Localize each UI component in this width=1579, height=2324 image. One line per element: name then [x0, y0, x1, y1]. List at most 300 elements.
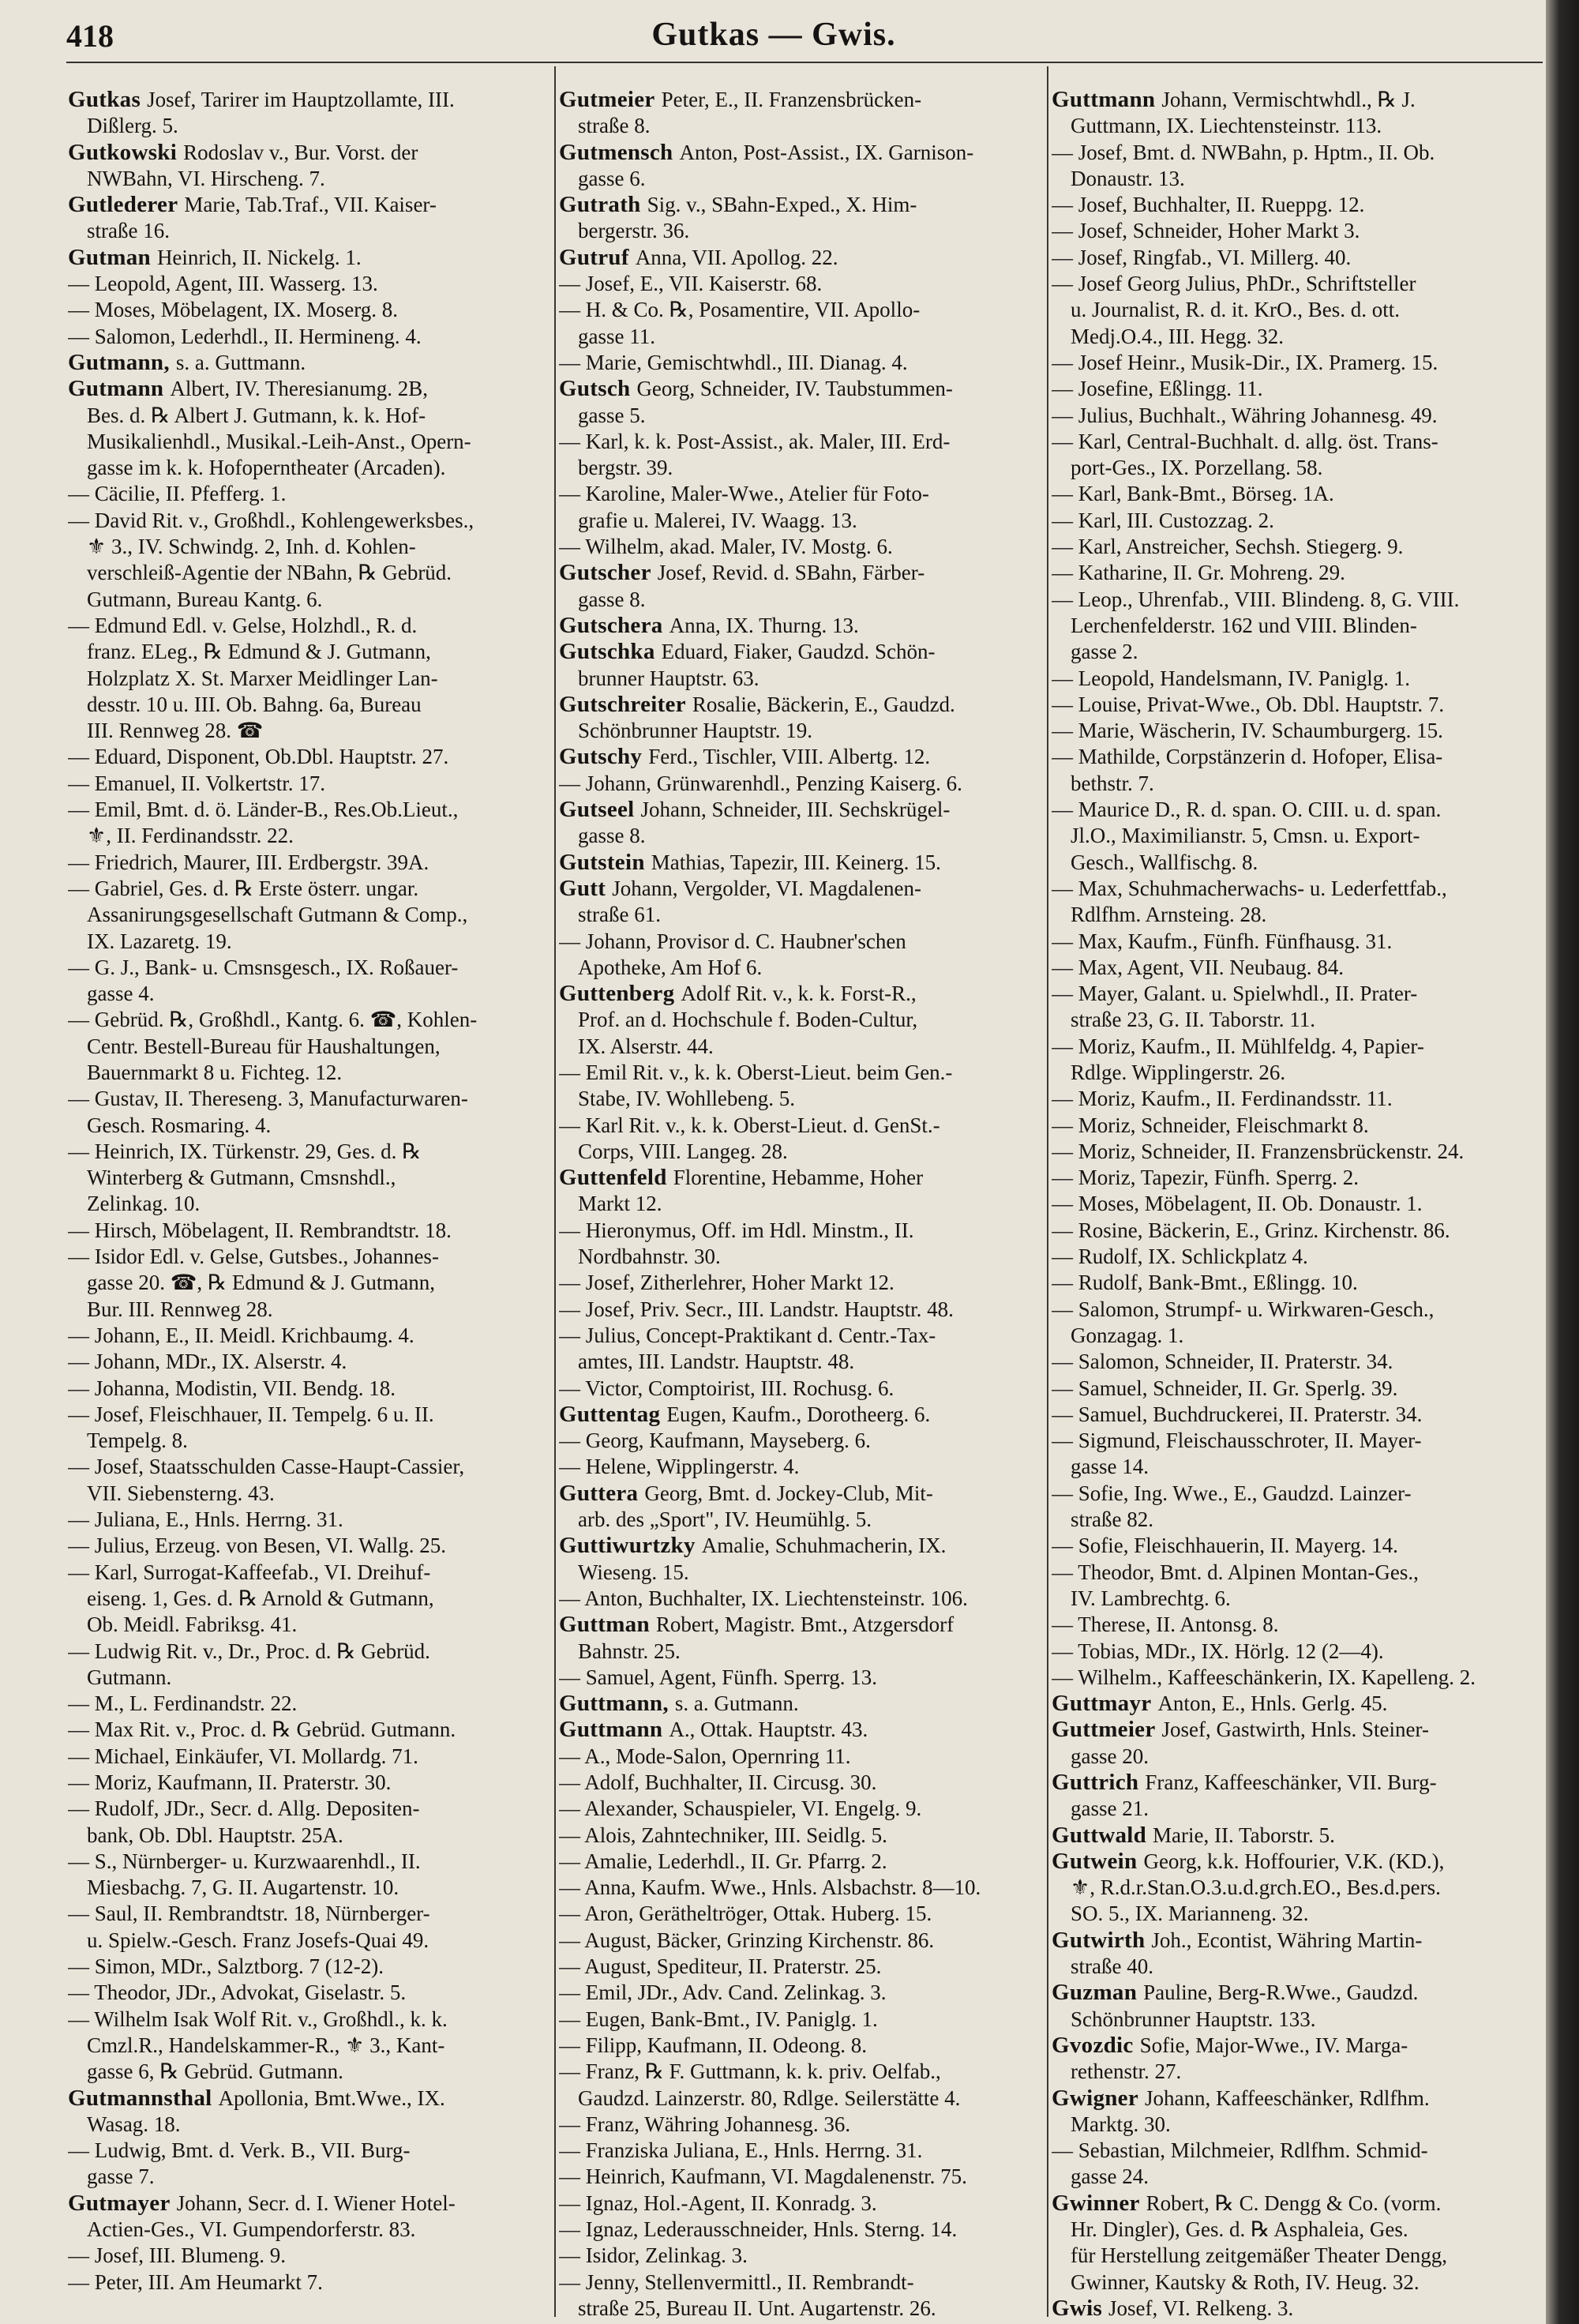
- entry-text: — Rudolf, JDr., Secr. d. Allg. Depositen-: [68, 1797, 420, 1821]
- entry-text: III. Rennweg 28. ☎: [87, 719, 264, 743]
- directory-line: [68, 692, 551, 718]
- directory-entry-head: [559, 850, 1042, 876]
- entry-text: — Sofie, Fleischhauerin, II. Mayerg. 14.: [1052, 1534, 1398, 1558]
- directory-line: [1052, 587, 1535, 613]
- directory-line: [68, 271, 551, 297]
- entry-text: — Jenny, Stellenvermittl., II. Rembrandt-: [559, 2270, 914, 2294]
- entry-text: — Helene, Wipplingerstr. 4.: [559, 1455, 800, 1479]
- directory-entry-head: [1052, 1770, 1535, 1796]
- surname-headword: Guttentag: [559, 1401, 661, 1427]
- entry-text: — Moses, Möbelagent, II. Ob. Donaustr. 1.: [1052, 1192, 1423, 1216]
- directory-line: [1052, 376, 1535, 402]
- directory-entry-head: [559, 1402, 1042, 1428]
- entry-text: Marktg. 30.: [1071, 2112, 1171, 2136]
- directory-line: [68, 218, 551, 244]
- directory-line: [1052, 1402, 1535, 1428]
- directory-line: [1052, 297, 1535, 323]
- surname-headword: Guttiwurtzky: [559, 1533, 696, 1559]
- entry-text: Rodoslav v., Bur. Vorst. der: [183, 140, 418, 164]
- entry-text: gasse 2.: [1071, 640, 1138, 664]
- directory-line: [68, 2033, 551, 2059]
- directory-line: [1052, 455, 1535, 481]
- entry-text: — Katharine, II. Gr. Mohreng. 29.: [1052, 561, 1345, 585]
- entry-text: Gwinner, Kautsky & Roth, IV. Heug. 32.: [1071, 2270, 1420, 2294]
- directory-line: [68, 981, 551, 1007]
- directory-line: [1052, 1639, 1535, 1665]
- directory-line: [68, 955, 551, 981]
- entry-text: Rdlfhm. Arnsteing. 28.: [1071, 903, 1267, 927]
- entry-text: Schönbrunner Hauptstr. 133.: [1071, 2007, 1316, 2031]
- directory-line: [1052, 324, 1535, 350]
- directory-line: [1052, 166, 1535, 192]
- entry-text: Centr. Bestell-Bureau für Haushaltungen,: [87, 1034, 441, 1058]
- directory-line: [68, 1507, 551, 1533]
- entry-text: port-Ges., IX. Porzellang. 58.: [1071, 456, 1323, 480]
- entry-text: Apotheke, Am Hof 6.: [578, 955, 763, 979]
- directory-line: [559, 2059, 1042, 2085]
- entry-text: Florentine, Hebamme, Hoher: [673, 1166, 924, 1190]
- directory-line: [559, 1007, 1042, 1033]
- entry-text: straße 25, Bureau II. Unt. Augartenstr. 26.: [578, 2296, 936, 2320]
- surname-headword: Gutlederer: [68, 192, 178, 218]
- directory-line: [68, 1086, 551, 1112]
- directory-line: [1052, 113, 1535, 139]
- entry-text: — Tobias, MDr., IX. Hörlg. 12 (2—4).: [1052, 1639, 1384, 1663]
- directory-line: [68, 1244, 551, 1270]
- directory-line: [1052, 823, 1535, 849]
- entry-text: — Karl, Bank-Bmt., Börseg. 1A.: [1052, 482, 1334, 506]
- directory-line: [68, 1060, 551, 1086]
- entry-text: gasse 8.: [578, 824, 646, 848]
- directory-line: [68, 1849, 551, 1875]
- entry-text: Josef, Tarirer im Hauptzollamte, III.: [147, 88, 455, 111]
- entry-text: — Gebrüd. ℞, Großhdl., Kantg. 6. ☎, Kohlen-: [68, 1008, 478, 1032]
- entry-text: Jl.O., Maximilianstr. 5, Cmsn. u. Export-: [1071, 824, 1420, 848]
- directory-line: [68, 718, 551, 744]
- entry-text: Wasag. 18.: [87, 2112, 181, 2136]
- directory-line: [1052, 1612, 1535, 1638]
- entry-text: — Leopold, Handelsmann, IV. Paniglg. 1.: [1052, 666, 1410, 690]
- directory-entry-head: [68, 2191, 551, 2217]
- entry-text: — August, Bäcker, Grinzing Kirchenstr. 86.: [559, 1928, 935, 1952]
- directory-line: [559, 1139, 1042, 1165]
- entry-text: — Franz, Währing Johannesg. 36.: [559, 2112, 851, 2136]
- entry-text: — Isidor, Zelinkag. 3.: [559, 2243, 748, 2268]
- entry-text: — Alois, Zahntechniker, III. Seidlg. 5.: [559, 1823, 887, 1847]
- directory-line: [1052, 481, 1535, 507]
- directory-line: [1052, 2217, 1535, 2243]
- entry-text: — Sigmund, Fleischausschroter, II. Mayer-: [1052, 1429, 1422, 1453]
- directory-entry-head: [559, 613, 1042, 639]
- directory-line: [559, 2270, 1042, 2296]
- entry-text: IV. Lambrechtg. 6.: [1071, 1586, 1231, 1610]
- directory-line: [559, 2007, 1042, 2033]
- entry-text: — H. & Co. ℞, Posamentire, VII. Apollo-: [559, 298, 921, 322]
- directory-entry-head: [559, 87, 1042, 113]
- surname-headword: Gutmann: [68, 376, 164, 402]
- directory-line: [559, 1034, 1042, 1060]
- entry-text: — Josefine, Eßlingg. 11.: [1052, 377, 1263, 401]
- header-rule: [66, 62, 1543, 63]
- directory-line: [68, 1165, 551, 1191]
- directory-entry-head: [68, 192, 551, 218]
- directory-line: [559, 1376, 1042, 1402]
- directory-line: [559, 218, 1042, 244]
- directory-line: [68, 534, 551, 560]
- entry-text: — Louise, Privat-Wwe., Ob. Dbl. Hauptstr. 7.: [1052, 692, 1445, 716]
- directory-line: [1052, 192, 1535, 218]
- entry-text: A., Ottak. Hauptstr. 43.: [669, 1718, 868, 1742]
- directory-line: [68, 1034, 551, 1060]
- surname-headword: Gutschreiter: [559, 691, 686, 717]
- entry-text: — Hirsch, Möbelagent, II. Rembrandtstr. 18.: [68, 1218, 452, 1242]
- directory-line: [1052, 2270, 1535, 2296]
- directory-line: [68, 1323, 551, 1349]
- entry-text: — Franziska Juliana, E., Hnls. Herrng. 31.: [559, 2138, 923, 2163]
- directory-line: [559, 166, 1042, 192]
- entry-text: — Moriz, Kaufmann, II. Praterstr. 30.: [68, 1770, 392, 1794]
- directory-entry-head: [559, 744, 1042, 770]
- surname-headword: Gutschka: [559, 639, 655, 665]
- directory-line: [1052, 534, 1535, 560]
- entry-text: eiseng. 1, Ges. d. ℞ Arnold & Gutmann,: [87, 1586, 434, 1610]
- entry-text: Gutmann, Bureau Kantg. 6.: [87, 587, 323, 611]
- surname-headword: Guzman: [1052, 1980, 1138, 2006]
- directory-line: [68, 2270, 551, 2296]
- surname-headword: Gutseel: [559, 797, 635, 823]
- directory-line: [559, 1349, 1042, 1375]
- directory-entry-head: [68, 87, 551, 113]
- directory-line: [1052, 1744, 1535, 1770]
- entry-text: — Johann, E., II. Meidl. Krichbaumg. 4.: [68, 1323, 414, 1347]
- entry-text: Johann, Secr. d. I. Wiener Hotel-: [176, 2191, 456, 2215]
- entry-text: — Alexander, Schauspieler, VI. Engelg. 9.: [559, 1797, 922, 1821]
- directory-column-3: [1052, 87, 1535, 2322]
- directory-line: [68, 1875, 551, 1901]
- entry-text: Hr. Dingler), Ges. d. ℞ Asphaleia, Ges.: [1071, 2217, 1408, 2242]
- directory-line: [68, 1218, 551, 1244]
- directory-entry-head: [1052, 2296, 1535, 2322]
- directory-line: [1052, 744, 1535, 770]
- entry-text: Marie, II. Taborstr. 5.: [1153, 1823, 1335, 1847]
- directory-line: [559, 587, 1042, 613]
- directory-line: [559, 955, 1042, 981]
- entry-text: — Theodor, JDr., Advokat, Giselastr. 5.: [68, 1980, 407, 2005]
- directory-entry-head: [1052, 2191, 1535, 2217]
- directory-line: [1052, 797, 1535, 823]
- entry-text: amtes, III. Landstr. Hauptstr. 48.: [578, 1350, 855, 1374]
- entry-text: — Karl, III. Custozzag. 2.: [1052, 508, 1274, 532]
- entry-text: — Karl Rit. v., k. k. Oberst-Lieut. d. GenSt.-: [559, 1113, 940, 1137]
- entry-text: arb. des „Sport", IV. Heumühlg. 5.: [578, 1507, 872, 1532]
- surname-headword: Gutkowski: [68, 139, 178, 165]
- directory-line: [559, 1244, 1042, 1270]
- directory-line: [68, 1533, 551, 1559]
- directory-line: [559, 297, 1042, 323]
- entry-text: Assanirungsgesellschaft Gutmann & Comp.,: [87, 903, 468, 927]
- directory-line: [68, 1428, 551, 1454]
- entry-text: — Sofie, Ing. Wwe., E., Gaudzd. Lainzer-: [1052, 1481, 1412, 1505]
- surname-headword: Gutruf: [559, 244, 629, 270]
- directory-line: [559, 929, 1042, 955]
- surname-headword: Gutschera: [559, 612, 663, 638]
- entry-text: — Josef, Priv. Secr., III. Landstr. Hauptstr. 48.: [559, 1297, 954, 1321]
- directory-line: [559, 1849, 1042, 1875]
- directory-line: [559, 902, 1042, 928]
- directory-line: [68, 1481, 551, 1507]
- entry-text: Bur. III. Rennweg 28.: [87, 1297, 273, 1321]
- entry-text: — Moriz, Schneider, Fleischmarkt 8.: [1052, 1113, 1369, 1137]
- directory-entry-head: [559, 797, 1042, 823]
- column-divider: [554, 66, 556, 2317]
- directory-line: [68, 2217, 551, 2243]
- entry-text: — Josef Heinr., Musik-Dir., IX. Pramerg. 15.: [1052, 350, 1438, 374]
- directory-line: [559, 2191, 1042, 2217]
- surname-headword: Gutmannsthal: [68, 2085, 212, 2111]
- entry-text: straße 16.: [87, 219, 170, 243]
- entry-text: Rosalie, Bäckerin, E., Gaudzd.: [692, 692, 955, 716]
- entry-text: NWBahn, VI. Hirscheng. 7.: [87, 166, 325, 190]
- entry-text: Johann, Schneider, III. Sechskrügel-: [640, 798, 951, 822]
- entry-text: — Maurice D., R. d. span. O. CIII. u. d. span.: [1052, 798, 1442, 822]
- entry-text: — Moriz, Kaufm., II. Mühlfeldg. 4, Papier-: [1052, 1034, 1424, 1058]
- entry-text: — Marie, Gemischtwhdl., III. Dianag. 4.: [559, 350, 908, 374]
- entry-text: — August, Spediteur, II. Praterstr. 25.: [559, 1954, 882, 1979]
- entry-text: Johann, Vermischtwhdl., ℞ J.: [1161, 88, 1416, 111]
- directory-line: [559, 1113, 1042, 1139]
- directory-line: [559, 481, 1042, 507]
- directory-line: [559, 1086, 1042, 1112]
- directory-line: [559, 2033, 1042, 2059]
- directory-line: [1052, 771, 1535, 797]
- directory-line: [559, 271, 1042, 297]
- directory-line: [559, 1954, 1042, 1980]
- entry-text: Bauernmarkt 8 u. Fichteg. 12.: [87, 1060, 343, 1084]
- surname-headword: Guttera: [559, 1480, 639, 1506]
- directory-line: [1052, 2164, 1535, 2190]
- entry-text: — Max Rit. v., Proc. d. ℞ Gebrüd. Gutmann.: [68, 1718, 456, 1742]
- directory-entry-head: [1052, 1928, 1535, 1954]
- entry-text: Johann, Vergolder, VI. Magdalenen-: [612, 876, 922, 900]
- directory-line: [559, 2243, 1042, 2269]
- directory-line: [1052, 1113, 1535, 1139]
- entry-text: Eugen, Kaufm., Dorotheerg. 6.: [666, 1402, 931, 1426]
- entry-text: gasse 5.: [578, 403, 646, 427]
- entry-text: Anton, Post-Assist., IX. Garnison-: [679, 140, 974, 164]
- entry-text: Corps, VIII. Langeg. 28.: [578, 1139, 788, 1163]
- directory-line: [1052, 1086, 1535, 1112]
- entry-text: — Johann, Grünwarenhdl., Penzing Kaiserg. 6.: [559, 771, 962, 795]
- directory-line: [68, 1191, 551, 1217]
- directory-line: [68, 1349, 551, 1375]
- entry-text: — Theodor, Bmt. d. Alpinen Montan-Ges.,: [1052, 1560, 1419, 1584]
- directory-line: [1052, 429, 1535, 455]
- entry-text: gasse 14.: [1071, 1455, 1149, 1479]
- directory-line: [1052, 1507, 1535, 1533]
- entry-text: — Karl, Anstreicher, Sechsh. Stiegerg. 9.: [1052, 535, 1404, 559]
- directory-line: [1052, 1060, 1535, 1086]
- entry-text: — Eugen, Bank-Bmt., IV. Paniglg. 1.: [559, 2007, 878, 2031]
- directory-line: [1052, 1376, 1535, 1402]
- entry-text: — Wilhelm Isak Wolf Rit. v., Großhdl., k. k.: [68, 2007, 448, 2031]
- entry-text: Ob. Meidl. Fabriksg. 41.: [87, 1613, 298, 1637]
- directory-line: [68, 1954, 551, 1980]
- surname-headword: Gutwein: [1052, 1848, 1138, 1874]
- directory-line: [1052, 1349, 1535, 1375]
- directory-line: [68, 666, 551, 692]
- directory-entry-head: [68, 2086, 551, 2112]
- entry-text: Josef, VI. Relkeng. 3.: [1108, 2296, 1294, 2320]
- entry-text: — Salomon, Lederhdl., II. Hermineng. 4.: [68, 324, 422, 348]
- entry-text: — Gustav, II. Thereseng. 3, Manufacturwaren-: [68, 1087, 468, 1111]
- surname-headword: Gutt: [559, 875, 606, 901]
- entry-text: Georg, Bmt. d. Jockey-Club, Mit-: [644, 1481, 933, 1505]
- directory-line: [68, 1402, 551, 1428]
- entry-text: — Max, Kaufm., Fünfh. Fünfhausg. 31.: [1052, 929, 1393, 953]
- directory-line: [559, 1191, 1042, 1217]
- directory-line: [559, 1928, 1042, 1954]
- entry-text: — Julius, Concept-Praktikant d. Centr.-Tax-: [559, 1323, 936, 1347]
- entry-text: — Anton, Buchhalter, IX. Liechtensteinstr. 106.: [559, 1586, 968, 1610]
- entry-text: IX. Lazaretg. 19.: [87, 929, 232, 953]
- entry-text: — Ludwig, Bmt. d. Verk. B., VII. Burg-: [68, 2138, 411, 2163]
- surname-headword: Gutscher: [559, 560, 651, 586]
- directory-entry-head: [559, 245, 1042, 271]
- directory-line: [68, 823, 551, 849]
- entry-text: Nordbahnstr. 30.: [578, 1245, 721, 1269]
- directory-line: [68, 771, 551, 797]
- entry-text: Donaustr. 13.: [1071, 166, 1185, 190]
- entry-text: Lerchenfelderstr. 162 und VIII. Blinden-: [1071, 613, 1417, 637]
- directory-line: [68, 429, 551, 455]
- directory-line: [559, 1744, 1042, 1770]
- entry-text: — Karl, k. k. Post-Assist., ak. Maler, III. Erd-: [559, 429, 951, 453]
- surname-headword: Guttmann: [559, 1717, 663, 1743]
- entry-text: bank, Ob. Dbl. Hauptstr. 25A.: [87, 1823, 343, 1847]
- directory-line: [1052, 1007, 1535, 1033]
- directory-line: [68, 166, 551, 192]
- entry-text: — Josef, Schneider, Hoher Markt 3.: [1052, 219, 1360, 243]
- surname-headword: Gutman: [68, 244, 151, 270]
- entry-text: — Karl, Central-Buchhalt. d. allg. öst. Trans-: [1052, 429, 1438, 453]
- surname-headword: Guttrich: [1052, 1770, 1139, 1795]
- entry-text: — Heinrich, IX. Türkenstr. 29, Ges. d. ℞: [68, 1139, 422, 1163]
- directory-entry-head: [559, 1165, 1042, 1191]
- directory-entry-head: [68, 140, 551, 166]
- entry-text: Marie, Tab.Traf., VII. Kaiser-: [184, 193, 437, 217]
- directory-line: [1052, 1165, 1535, 1191]
- directory-line: [68, 297, 551, 323]
- surname-headword: Guttenfeld: [559, 1165, 667, 1191]
- directory-line: [1052, 1796, 1535, 1822]
- entry-text: verschleiß-Agentie der NBahn, ℞ Gebrüd.: [87, 561, 452, 585]
- entry-text: gasse 7.: [87, 2164, 155, 2189]
- directory-entry-head: [559, 140, 1042, 166]
- directory-entry-head: [1052, 2086, 1535, 2112]
- directory-line: [68, 455, 551, 481]
- directory-line: [1052, 140, 1535, 166]
- entry-text: Johann, Kaffeeschänker, Rdlfhm.: [1145, 2086, 1430, 2110]
- entry-text: — Juliana, E., Hnls. Herrng. 31.: [68, 1507, 343, 1532]
- directory-line: [1052, 1533, 1535, 1559]
- entry-text: — Rudolf, IX. Schlickplatz 4.: [1052, 1245, 1308, 1269]
- directory-line: [68, 929, 551, 955]
- entry-text: für Herstellung zeitgemäßer Theater Dengg,: [1071, 2243, 1448, 2268]
- entry-text: — Rosine, Bäckerin, E., Grinz. Kirchenstr. 86.: [1052, 1218, 1450, 1242]
- directory-line: [68, 2138, 551, 2164]
- directory-line: [68, 1612, 551, 1638]
- entry-text: Gonzagag. 1.: [1071, 1323, 1184, 1347]
- directory-line: [68, 1113, 551, 1139]
- directory-line: [68, 1665, 551, 1691]
- surname-headword: Gutwirth: [1052, 1927, 1146, 1953]
- directory-line: [1052, 1560, 1535, 1586]
- directory-entry-head: [559, 692, 1042, 718]
- directory-line: [1052, 955, 1535, 981]
- entry-text: — Edmund Edl. v. Gelse, Holzhdl., R. d.: [68, 613, 418, 637]
- surname-headword: Gutstein: [559, 849, 645, 875]
- directory-line: [559, 455, 1042, 481]
- entry-text: gasse 21.: [1071, 1797, 1149, 1821]
- surname-headword: Gutmann,: [68, 349, 170, 375]
- directory-entry-head: [559, 560, 1042, 586]
- entry-text: ⚜, R.d.r.Stan.O.3.u.d.grch.EO., Bes.d.pers.: [1071, 1875, 1441, 1900]
- directory-line: [559, 1323, 1042, 1349]
- directory-line: [1052, 271, 1535, 297]
- entry-text: — Julius, Erzeug. von Besen, VI. Wallg. 25.: [68, 1534, 447, 1558]
- directory-line: [68, 2059, 551, 2085]
- surname-headword: Guttmeier: [1052, 1717, 1156, 1743]
- directory-line: [1052, 508, 1535, 534]
- entry-text: — Julius, Buchhalt., Währing Johannesg. 49.: [1052, 403, 1438, 427]
- entry-text: — Mathilde, Corpstänzerin d. Hofoper, Elisa-: [1052, 745, 1443, 769]
- directory-column-1: [68, 87, 551, 2296]
- directory-line: [1052, 2112, 1535, 2138]
- directory-line: [1052, 639, 1535, 665]
- entry-text: — Friedrich, Maurer, III. Erdbergstr. 39A.: [68, 850, 429, 874]
- entry-text: — Samuel, Agent, Fünfh. Sperrg. 13.: [559, 1665, 877, 1689]
- entry-text: — Josef, Buchhalter, II. Rueppg. 12.: [1052, 193, 1365, 217]
- entry-text: — Michael, Einkäufer, VI. Mollardg. 71.: [68, 1744, 418, 1768]
- directory-line: [559, 350, 1042, 376]
- directory-line: [68, 1297, 551, 1323]
- directory-line: [68, 850, 551, 876]
- directory-line: [1052, 1297, 1535, 1323]
- entry-text: — Karoline, Maler-Wwe., Atelier für Foto-: [559, 482, 929, 506]
- entry-text: u. Journalist, R. d. it. KrO., Bes. d. ott.: [1071, 298, 1400, 322]
- directory-line: [1052, 1323, 1535, 1349]
- surname-headword: Gutrath: [559, 192, 641, 218]
- entry-text: franz. ELeg., ℞ Edmund & J. Gutmann,: [87, 640, 431, 664]
- entry-text: gasse 8.: [578, 587, 646, 611]
- entry-text: — Aron, Gerätheltröger, Ottak. Huberg. 15.: [559, 1902, 932, 1926]
- surname-headword: Guttmann,: [559, 1691, 669, 1717]
- entry-text: Anton, E., Hnls. Gerlg. 45.: [1157, 1691, 1388, 1716]
- page-number: 418: [66, 18, 114, 54]
- directory-line: [559, 2217, 1042, 2243]
- entry-text: Robert, ℞ C. Dengg & Co. (vorm.: [1146, 2191, 1442, 2215]
- entry-text: — Josef Georg Julius, PhDr., Schriftsteller: [1052, 272, 1416, 296]
- surname-headword: Guttwald: [1052, 1822, 1147, 1848]
- directory-line: [1052, 1428, 1535, 1454]
- entry-text: — Wilhelm., Kaffeeschänkerin, IX. Kapelleng. 2.: [1052, 1665, 1476, 1689]
- entry-text: grafie u. Malerei, IV. Waagg. 13.: [578, 508, 857, 532]
- directory-line: [1052, 1454, 1535, 1480]
- entry-text: — Therese, II. Antonsg. 8.: [1052, 1613, 1279, 1637]
- directory-entry-head: [1052, 1980, 1535, 2006]
- entry-text: — Victor, Comptoirist, III. Rochusg. 6.: [559, 1376, 895, 1400]
- directory-line: [1052, 1875, 1535, 1901]
